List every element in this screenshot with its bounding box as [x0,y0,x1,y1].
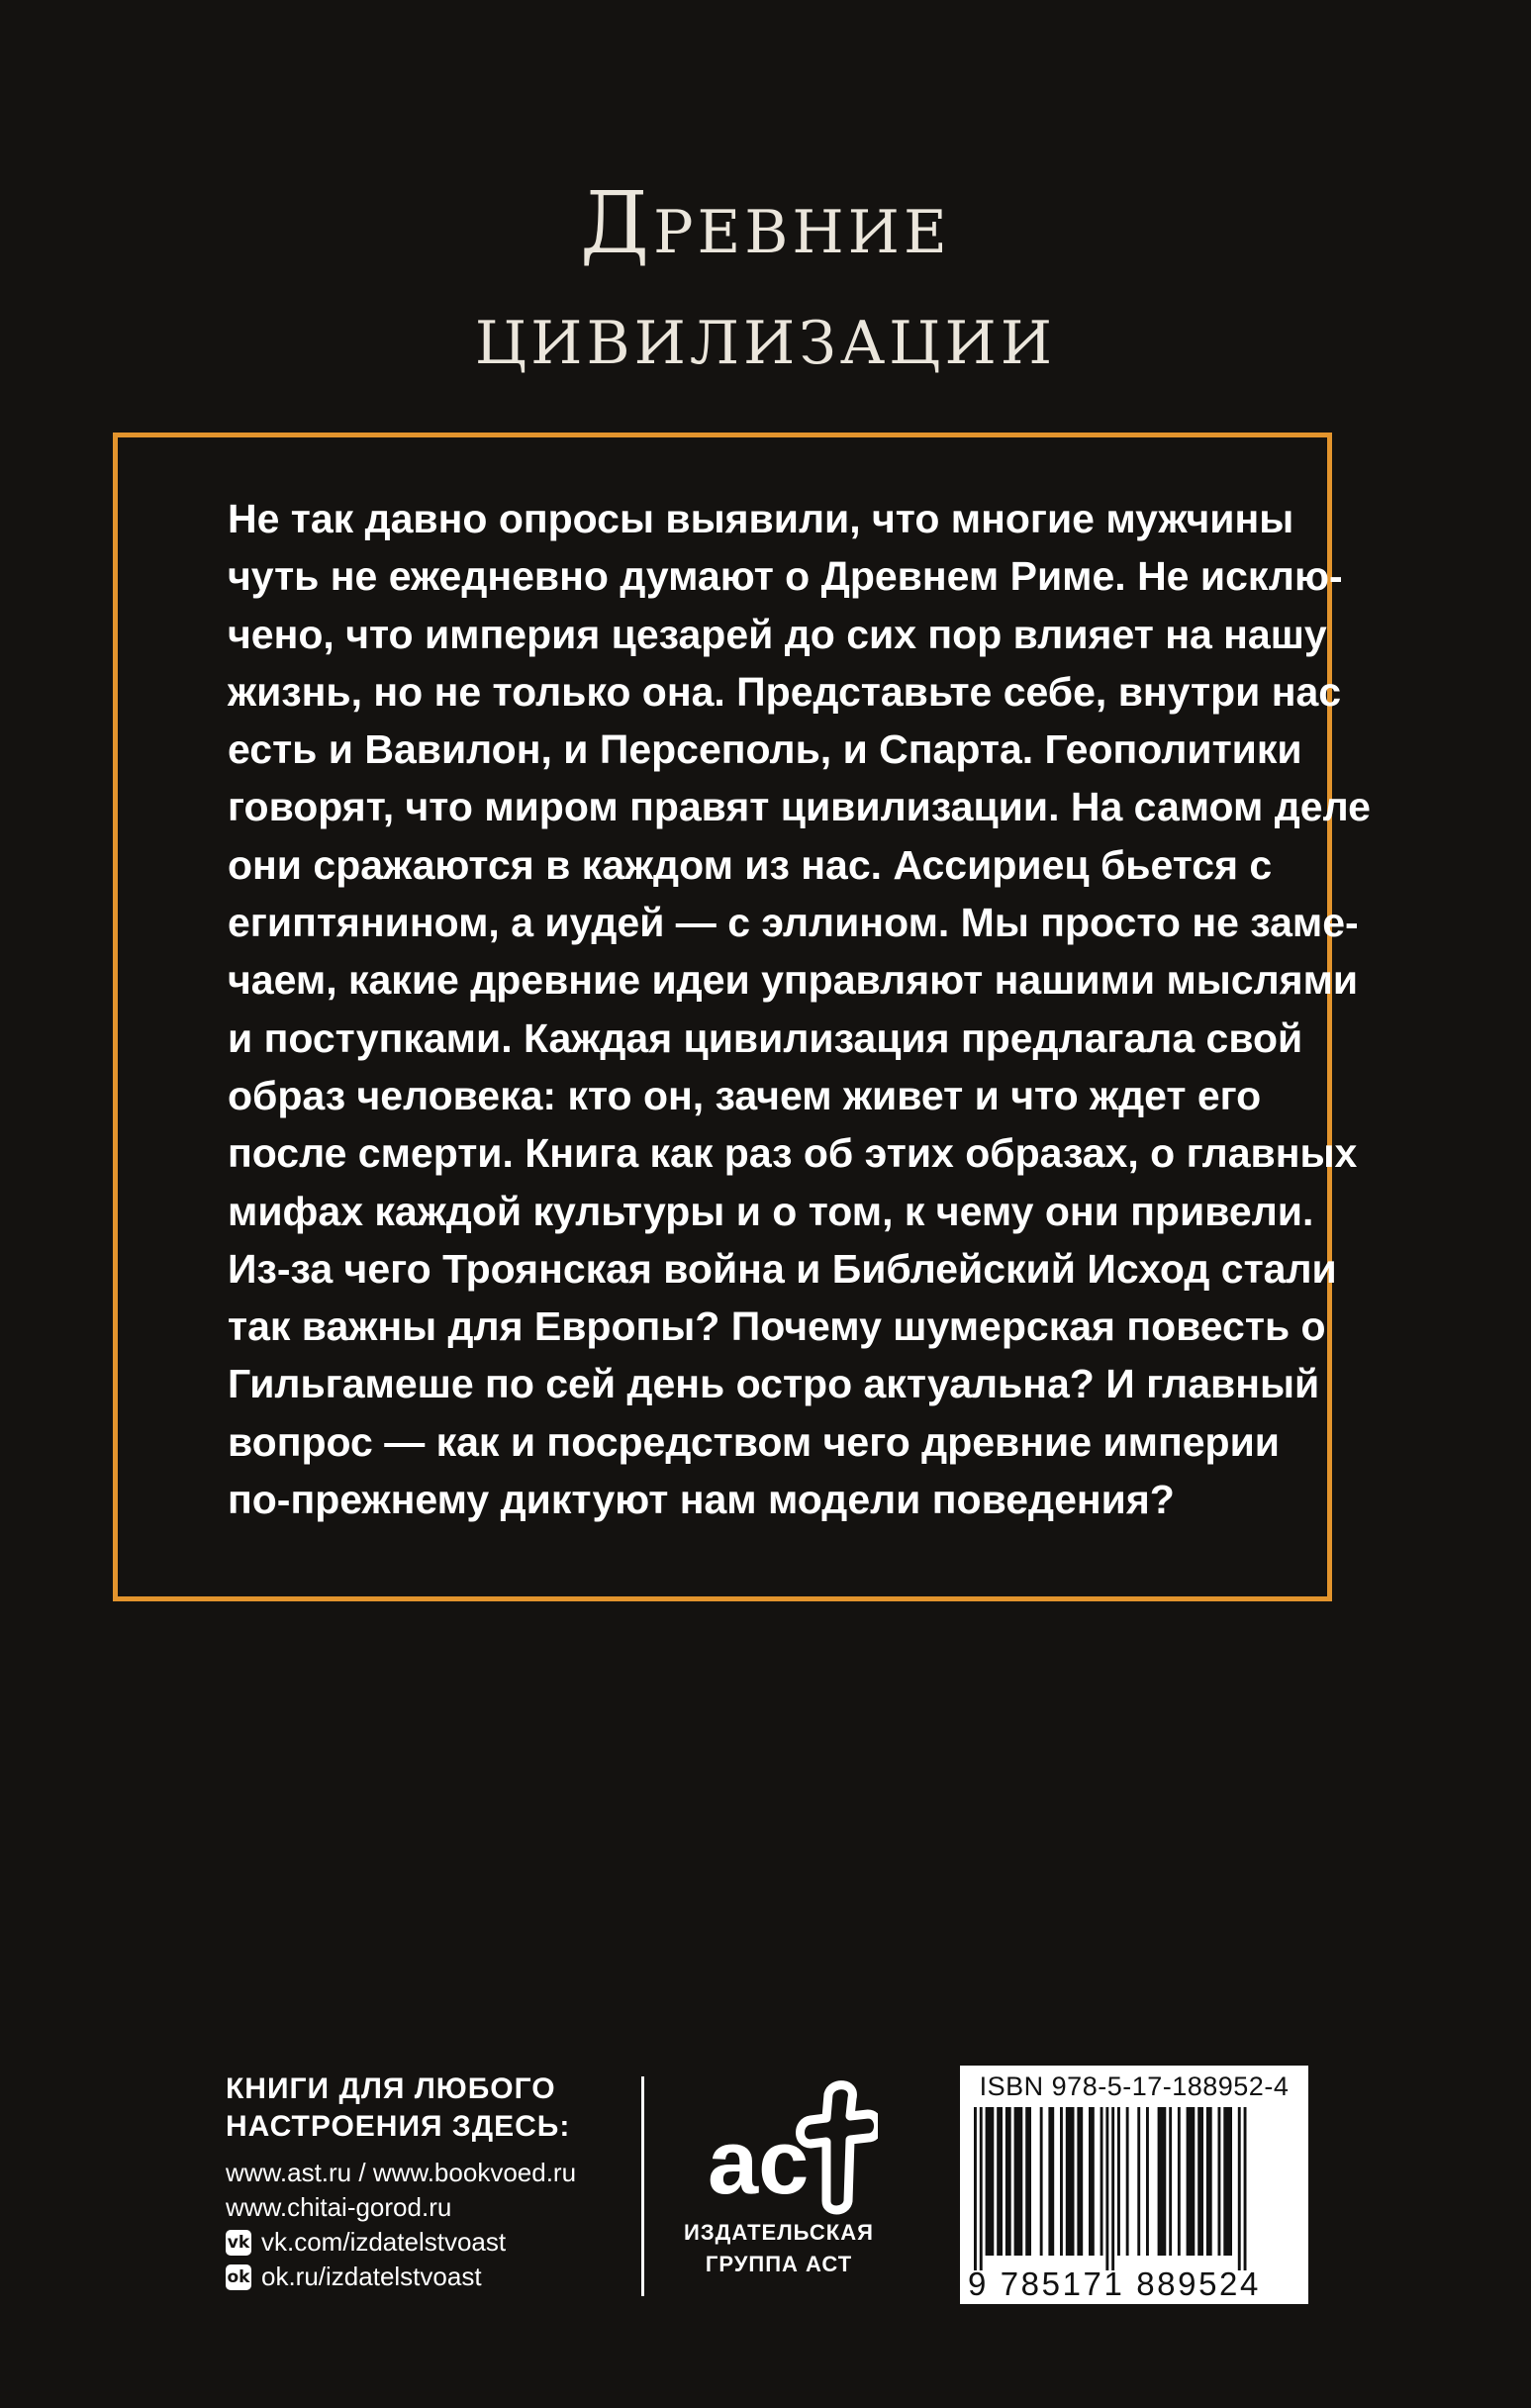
blurb-line: вопрос — как и посредством чего древние империи [228,1418,1280,1465]
links-list [226,2156,622,2294]
blurb-line: они сражаются в каждом из нас. Ассириец бьется с [228,841,1273,888]
barcode-bar [1100,2107,1103,2256]
barcode-bar [986,2107,995,2256]
barcode-bar [1060,2107,1063,2256]
blurb-line: мифах каждой культуры и о том, к чему они привели. [228,1188,1314,1234]
publisher-caption-line-1: ИЗДАТЕЛЬСКАЯ [684,2220,874,2245]
blurb-line: египтянином, а иудей — с эллином. Мы просто не заме- [228,900,1359,946]
barcode-bar [1146,2107,1149,2256]
blurb-line: так важны для Европы? Почему шумерская повесть о [228,1303,1326,1350]
barcode-bar [980,2107,983,2270]
barcode-bar [1048,2107,1054,2256]
barcode-bar [1187,2107,1196,2256]
barcode-bar [1178,2107,1181,2256]
link-ast-bookvoed-text[interactable]: www.ast.ru / www.bookvoed.ru [226,2158,577,2187]
blurb-line: Гильгамеше по сей день остро актуальна? И главный [228,1361,1320,1407]
blurb-line: после смерти. Книга как раз об этих образах, о главных [228,1130,1358,1177]
barcode-bar [1244,2107,1247,2270]
barcode-bar [1206,2107,1212,2256]
link-ok-text[interactable]: ok.ru/izdatelstvoast [261,2262,482,2291]
blurb-line: чуть не ежедневно думают о Древнем Риме. Не исклю- [228,553,1343,600]
logo-letters: ас [708,2112,810,2213]
barcode-bar [1137,2107,1140,2256]
blurb-line: Не так давно опросы выявили, что многие мужчины [228,496,1294,541]
barcode-bar [1077,2107,1083,2256]
blurb-line: говорят, что миром правят цивилизации. На самом деле [228,784,1371,830]
barcode-bar [1197,2107,1203,2256]
publisher-caption-line-2: ГРУППА АСТ [705,2252,853,2276]
barcode-bar [1025,2107,1031,2256]
barcode-bar [1238,2107,1241,2270]
blurb-line: по-прежнему диктуют нам модели поведения? [228,1477,1175,1523]
publisher-logo-block [665,2076,893,2280]
blurb-text [228,490,1371,1528]
barcode-bar [1111,2107,1114,2270]
footer-heading-line-2: НАСТРОЕНИЯ ЗДЕСЬ: [226,2110,571,2143]
barcode-bar [1005,2107,1011,2256]
blurb-line: Из-за чего Троянская война и Библейский Исход стали [228,1245,1337,1292]
isbn-barcode [960,2066,1308,2304]
isbn-number: ISBN 978-5-17-188952-4 [979,2071,1290,2101]
link-chitai-gorod-text[interactable]: www.chitai-gorod.ru [226,2192,452,2222]
blurb-line: и поступками. Каждая цивилизация предлагала свой [228,1014,1303,1061]
barcode-bar [974,2107,977,2270]
logo-cross-shape [801,2085,879,2210]
vk-icon: vk [226,2230,251,2256]
barcode-bar [997,2107,1003,2256]
book-title [0,168,1531,390]
barcode-bar [1066,2107,1075,2256]
barcode-digits: 9 785171 889524 [968,2265,1261,2302]
footer-heading [226,2071,622,2146]
barcode-bar [1158,2107,1167,2256]
title-line-2: цивилизации [474,285,1057,384]
blurb-line: жизнь, но не только она. Представьте себе, внутри нас [228,668,1342,715]
barcode-bar [1223,2107,1232,2256]
barcode-bar [1040,2107,1043,2256]
blurb-line: образ человека: кто он, зачем живет и что ждет его [228,1072,1262,1118]
link-vk[interactable] [226,2225,622,2260]
title-line-1: Древние [580,174,951,273]
footer-heading-line-1: КНИГИ ДЛЯ ЛЮБОГО [226,2072,556,2105]
blurb-line: чаем, какие древние идеи управляют нашими мыслями [228,957,1359,1004]
barcode-bar [1117,2107,1120,2256]
barcode-bar [1169,2107,1172,2256]
ok-icon: ok [226,2264,251,2290]
blurb-line: есть и Вавилон, и Персеполь, и Спарта. Геополитики [228,726,1302,773]
ast-logo-icon [680,2076,878,2215]
blurb-line: чено, что империя цезарей до сих пор влияет на нашу [228,611,1327,657]
link-chitai-gorod[interactable] [226,2190,622,2225]
link-ok[interactable] [226,2260,622,2294]
link-vk-text[interactable]: vk.com/izdatelstvoast [261,2227,507,2257]
where-to-buy-block [226,2071,622,2294]
barcode-bar [1014,2107,1023,2256]
barcode-bars [970,2107,1298,2270]
link-ast-bookvoed[interactable] [226,2156,622,2190]
barcode-bar [1126,2107,1129,2256]
footer-divider [641,2076,644,2296]
barcode-bar [1105,2107,1108,2270]
publisher-caption [665,2217,893,2280]
barcode-bar [1089,2107,1095,2256]
barcode-bar [1218,2107,1221,2256]
